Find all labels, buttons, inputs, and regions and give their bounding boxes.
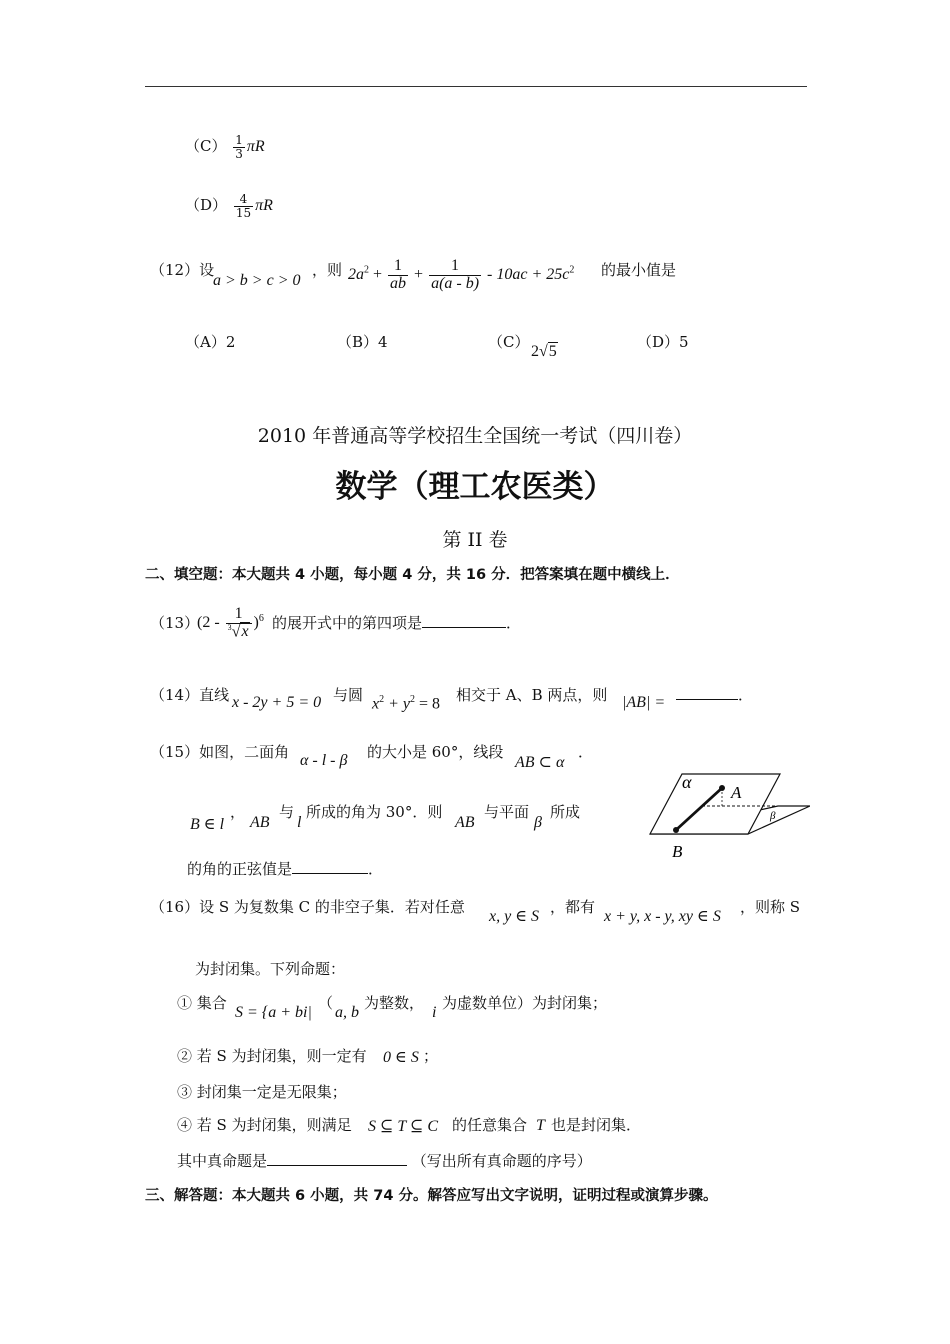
q15-end1: ． (578, 743, 594, 761)
q16-item1-prefix: ① 集合 (177, 994, 227, 1012)
q12-suffix: 的最小值是 (601, 261, 677, 279)
q14-mid: 与圆 (333, 686, 364, 704)
q16-item1-ab: a, b (335, 1004, 359, 1021)
q16-item4-math: S ⊆ T ⊆ C (368, 1118, 439, 1135)
label-beta: β (770, 810, 776, 822)
label-b: B (672, 842, 683, 861)
q16-item4-post: 也是封闭集． (551, 1116, 642, 1134)
label-alpha: α (682, 772, 692, 792)
q16-answer: 其中真命题是 （写出所有真命题的序号） (177, 1152, 592, 1170)
q12-option-c-value: 2√5 (531, 343, 557, 360)
fraction: $\frac{4}{15}$ (235, 192, 252, 220)
q12-label: （12）设 (150, 261, 215, 279)
section-2-heading: 二、填空题：本大题共 4 小题，每小题 4 分，共 16 分．把答案填在题中横线上． (145, 567, 680, 583)
dihedral-angle-figure (640, 766, 810, 866)
q13-text: 的展开式中的第四项是 ． (272, 614, 522, 632)
q16-item4-prefix: ④ 若 S 为封闭集，则满足 (177, 1116, 352, 1134)
q15-b-in-l: B ∈ l (190, 816, 225, 833)
label-a: A (731, 783, 742, 802)
q16-item1-int: 为整数， (364, 994, 425, 1012)
answer-blank[interactable] (267, 1151, 407, 1166)
q16-call: ，则称 S (740, 898, 801, 916)
q16-item4-t: T (536, 1117, 545, 1134)
q16-item2-post: ； (423, 1047, 439, 1065)
q15-text3: 所成 (550, 803, 581, 821)
q11-option-d: （D） $\frac{4}{15}$ πR (185, 192, 273, 220)
fraction: $\frac{1}{^3√x}$ (226, 606, 252, 641)
q14-line-eq: x - 2y + 5 = 0 (232, 694, 322, 711)
fraction: $\frac{1}{3}$ (235, 133, 243, 161)
q16-item1-set: S = {a + bi| (235, 1004, 312, 1021)
q15-comma: ， (230, 803, 246, 821)
q12-option-c: （C） (488, 333, 530, 351)
q15-l: l (297, 814, 302, 831)
q15-text2: 所成的角为 30°．则 (306, 803, 443, 821)
exam-title: 2010 年普通高等学校招生全国统一考试（四川卷） (257, 425, 693, 447)
plane-alpha (650, 774, 780, 834)
q15-ab2: AB (455, 814, 475, 831)
q13-label: （13） (150, 614, 200, 632)
q16-xy: x, y ∈ S (489, 908, 540, 925)
q14-circle-eq: $x^2 + y^2 = 8$ (372, 694, 441, 713)
q15-plane: 与平面 (484, 803, 530, 821)
fraction: $\frac{1}{a(a - b)}$ (431, 257, 480, 292)
q14-answer: ． (676, 684, 753, 705)
q16-item4-mid: 的任意集合 (452, 1116, 528, 1134)
q16-item1-i: i (432, 1004, 437, 1021)
q12-expression: $2a^2$ + $\frac{1}{ab}$ + $\frac{1}{a(a - b)}$ - $10ac + 25c^2$ (348, 257, 575, 292)
q15-beta: β (534, 814, 542, 831)
q15-text1: 的大小是 60°，线段 (367, 743, 504, 761)
q16-item3: ③ 封闭集一定是无限集； (177, 1083, 347, 1101)
q16-item2-math: 0 ∈ S (383, 1049, 419, 1066)
q13-expression: (2 - $\frac{1}{^3√x}$ )$^6$ (197, 605, 264, 641)
q12-then: ，则 (312, 261, 343, 279)
q15-angle: α - l - β (300, 752, 348, 769)
q15-with: 与 (279, 803, 295, 821)
q11-option-c: （C） $\frac{1}{3}$ πR (185, 133, 265, 161)
answer-blank[interactable] (422, 613, 506, 628)
point-b (673, 827, 679, 833)
q12-option-d: （D）5 (637, 333, 689, 351)
q12-option-b: （B）4 (337, 333, 388, 351)
q15-ab-in-alpha: AB ⊂ α (515, 754, 565, 771)
q12-condition: a > b > c > 0 (213, 272, 301, 289)
part-title: 第 II 卷 (442, 529, 508, 551)
q15-line3: 的角的正弦值是 ． (187, 860, 384, 878)
q15-ab1: AB (250, 814, 270, 831)
q16-have: ，都有 (550, 898, 596, 916)
q14-text: 相交于 A、B 两点，则 (456, 686, 608, 704)
q16-label: （16）设 S 为复数集 C 的非空子集．若对任意 (150, 898, 465, 916)
q14-label: （14）直线 (150, 686, 230, 704)
answer-blank[interactable] (292, 859, 368, 874)
fraction: $\frac{1}{ab}$ (390, 257, 407, 292)
q16-item1-paren: （ (318, 994, 334, 1012)
q12-option-a: （A）2 (185, 333, 236, 351)
section-3-heading: 三、解答题：本大题共 6 小题，共 74 分。解答应写出文字说明，证明过程或演算步骤。 (145, 1188, 718, 1204)
q16-ops: x + y, x - y, xy ∈ S (604, 908, 721, 925)
q16-line2: 为封闭集。下列命题： (195, 960, 346, 978)
top-rule (145, 86, 807, 87)
q15-label: （15）如图，二面角 (150, 743, 290, 761)
q16-item1-post: 为虚数单位）为封闭集； (442, 994, 608, 1012)
q16-item2-prefix: ② 若 S 为封闭集，则一定有 (177, 1047, 367, 1065)
q14-ab: |AB| = (622, 694, 666, 711)
answer-blank[interactable] (676, 685, 738, 700)
subject-title: 数学（理工农医类） (335, 469, 615, 505)
